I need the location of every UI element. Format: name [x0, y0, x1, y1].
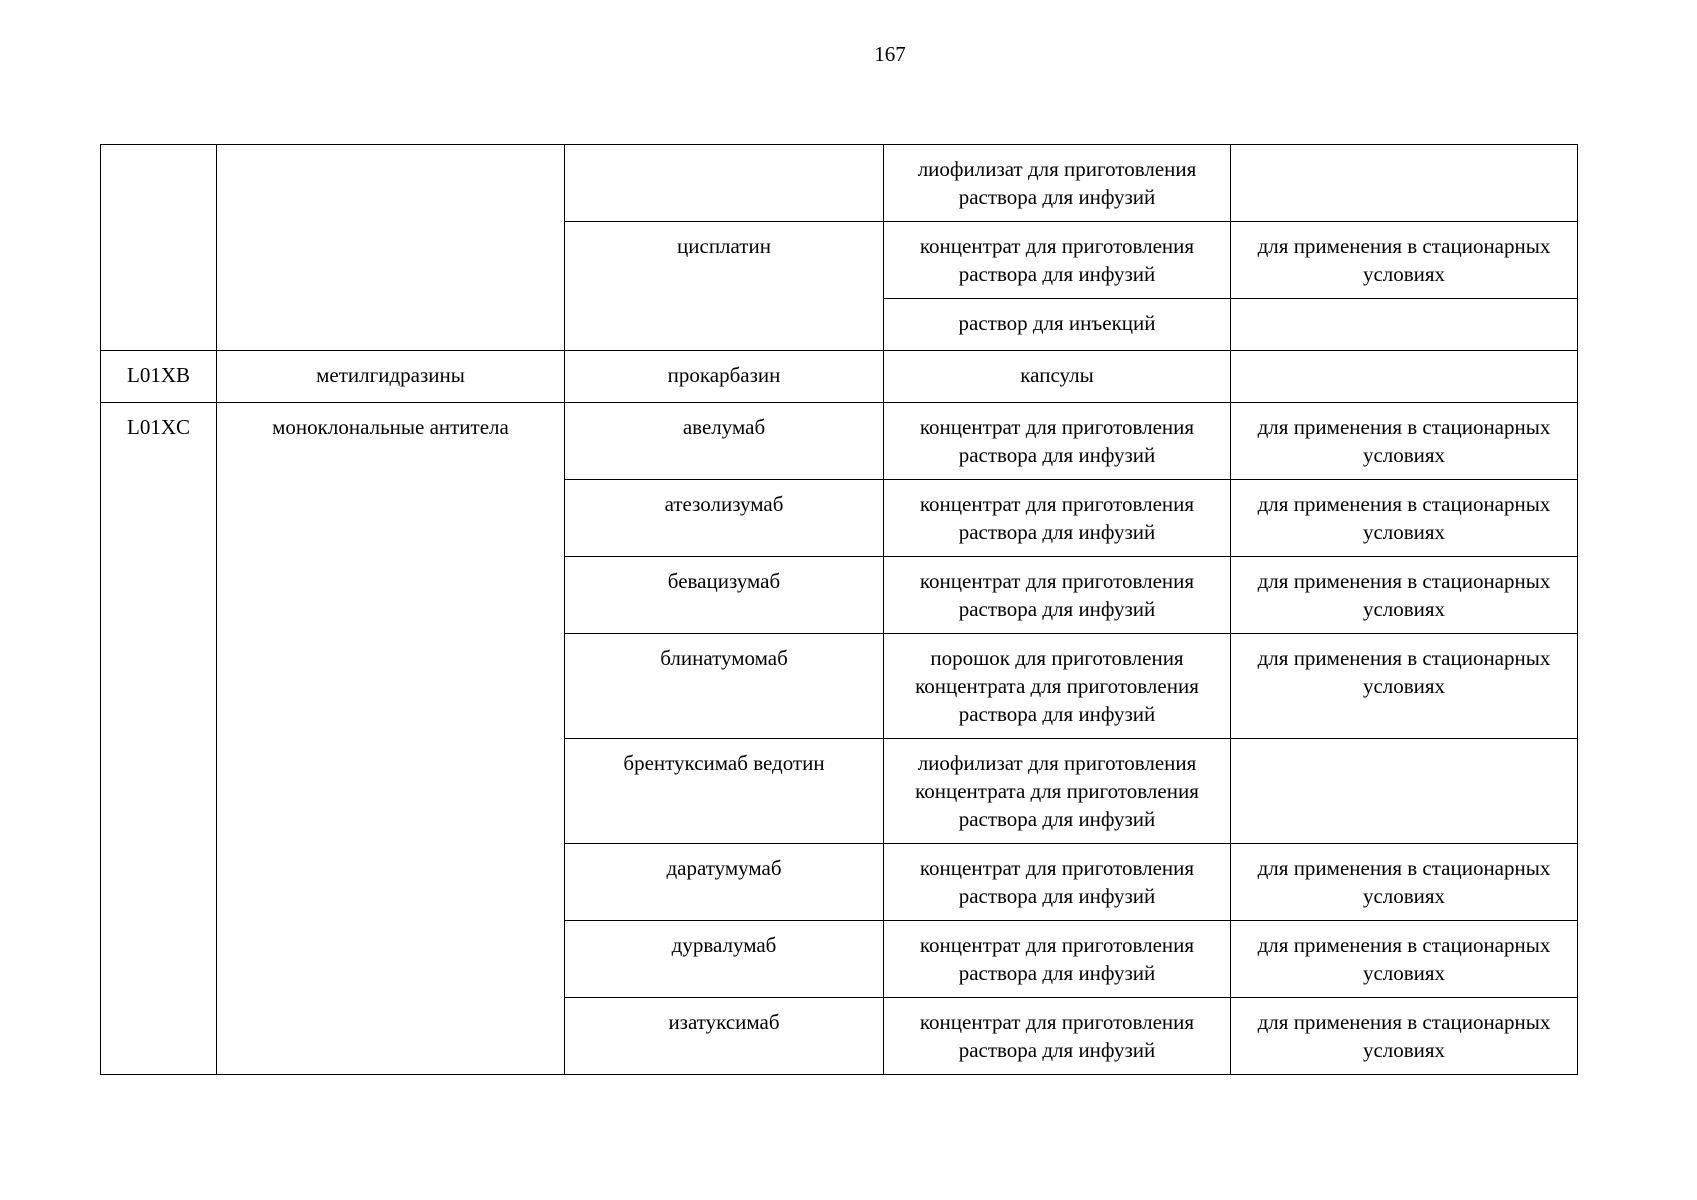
drug-cell: атезолизумаб [565, 480, 884, 557]
note-cell [1231, 145, 1578, 222]
note-cell [1231, 299, 1578, 351]
form-cell: концентрат для приготовления раствора для инфузий [884, 222, 1231, 299]
drug-cell: дурвалумаб [565, 921, 884, 998]
table-row [101, 145, 1578, 222]
note-cell: для применения в стационарных условиях [1231, 403, 1578, 480]
note-cell: для применения в стационарных условиях [1231, 557, 1578, 634]
drug-cell: бевацизумаб [565, 557, 884, 634]
form-cell: концентрат для приготовления раствора для инфузий [884, 403, 1231, 480]
form-cell: концентрат для приготовления раствора для инфузий [884, 921, 1231, 998]
drug-cell: даратумумаб [565, 844, 884, 921]
table-row [101, 403, 1578, 480]
form-cell: концентрат для приготовления раствора для инфузий [884, 844, 1231, 921]
note-cell [1231, 351, 1578, 403]
note-cell: для применения в стационарных условиях [1231, 222, 1578, 299]
group-cell: метилгидразины [217, 351, 565, 403]
form-cell: лиофилизат для приготовления концентрата для приготовления раствора для инфузий [884, 739, 1231, 844]
drug-cell: цисплатин [565, 222, 884, 351]
note-cell: для применения в стационарных условиях [1231, 634, 1578, 739]
note-cell: для применения в стационарных условиях [1231, 921, 1578, 998]
form-cell: капсулы [884, 351, 1231, 403]
table-row [101, 351, 1578, 403]
note-cell: для применения в стационарных условиях [1231, 844, 1578, 921]
drug-cell: блинатумомаб [565, 634, 884, 739]
group-cell [217, 145, 565, 351]
drug-table [100, 144, 1578, 1075]
form-cell: концентрат для приготовления раствора для инфузий [884, 557, 1231, 634]
drug-cell: прокарбазин [565, 351, 884, 403]
note-cell: для применения в стационарных условиях [1231, 480, 1578, 557]
form-cell: концентрат для приготовления раствора для инфузий [884, 480, 1231, 557]
group-cell: моноклональные антитела [217, 403, 565, 1075]
drug-cell: авелумаб [565, 403, 884, 480]
atc-code-cell: L01XC [101, 403, 217, 1075]
note-cell: для применения в стационарных условиях [1231, 998, 1578, 1075]
atc-code-cell: L01XB [101, 351, 217, 403]
form-cell: раствор для инъекций [884, 299, 1231, 351]
drug-cell: брентуксимаб ведотин [565, 739, 884, 844]
form-cell: лиофилизат для приготовления раствора для инфузий [884, 145, 1231, 222]
form-cell: порошок для приготовления концентрата для приготовления раствора для инфузий [884, 634, 1231, 739]
drug-cell: изатуксимаб [565, 998, 884, 1075]
drug-cell [565, 145, 884, 222]
form-cell: концентрат для приготовления раствора для инфузий [884, 998, 1231, 1075]
note-cell [1231, 739, 1578, 844]
page-number: 167 [874, 42, 906, 66]
atc-code-cell [101, 145, 217, 351]
